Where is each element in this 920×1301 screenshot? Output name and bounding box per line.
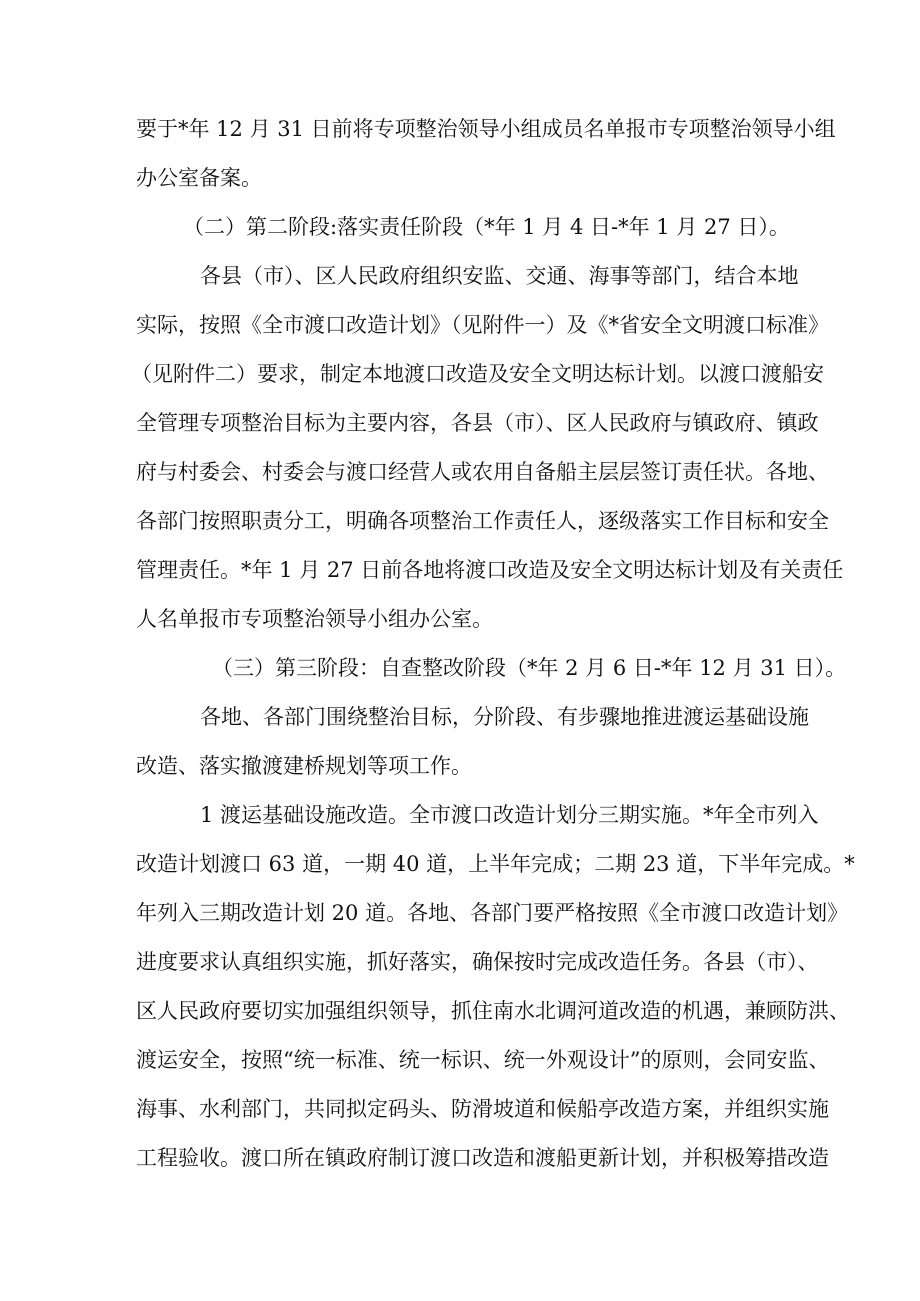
text-line: 改造、落实撤渡建桥规划等项工作。 xyxy=(136,754,472,778)
text-line: 要于*年 12 月 31 日前将专项整治领导小组成员名单报市专项整治领导小组 xyxy=(136,117,836,141)
text-line: 各地、各部门围绕整治目标，分阶段、有步骤地推进渡运基础设施 xyxy=(200,705,809,729)
text-line: （见附件二）要求，制定本地渡口改造及安全文明达标计划。以渡口渡船安 xyxy=(131,362,824,386)
text-line: 改造计划渡口 63 道，一期 40 道，上半年完成；二期 23 道，下半年完成。* xyxy=(136,852,855,876)
section-heading: （三）第三阶段：自查整改阶段（*年 2 月 6 日-*年 12 月 31 日）。 xyxy=(212,656,847,680)
text-line: 区人民政府要切实加强组织领导，抓住南水北调河道改造的机遇，兼顾防洪、 xyxy=(136,999,850,1023)
section-heading: （二）第二阶段:落实责任阶段（*年 1 月 4 日-*年 1 月 27 日）。 xyxy=(183,215,790,239)
text-line: 进度要求认真组织实施，抓好落实，确保按时完成改造任务。各县（市）、 xyxy=(136,950,819,974)
text-line: 各县（市）、区人民政府组织安监、交通、海事等部门，结合本地 xyxy=(200,264,799,288)
text-line: 管理责任。*年 1 月 27 日前各地将渡口改造及安全文明达标计划及有关责任 xyxy=(136,558,844,582)
text-line: 人名单报市专项整治领导小组办公室。 xyxy=(136,607,493,631)
text-line: 工程验收。渡口所在镇政府制订渡口改造和渡船更新计划，并积极筹措改造 xyxy=(136,1146,829,1170)
text-line: 全管理专项整治目标为主要内容，各县（市）、区人民政府与镇政府、镇政 xyxy=(136,411,819,435)
text-line: 1 渡运基础设施改造。全市渡口改造计划分三期实施。*年全市列入 xyxy=(200,803,819,827)
text-line: 年列入三期改造计划 20 道。各地、各部门要严格按照《全市渡口改造计划》 xyxy=(136,901,849,925)
text-line: 办公室备案。 xyxy=(136,166,262,190)
text-line: 实际，按照《全市渡口改造计划》（见附件一）及《*省安全文明渡口标准》 xyxy=(136,313,829,337)
text-line: 各部门按照职责分工，明确各项整治工作责任人，逐级落实工作目标和安全 xyxy=(136,509,829,533)
text-line: 渡运安全，按照“统一标准、统一标识、统一外观设计”的原则，会同安监、 xyxy=(136,1048,830,1072)
text-line: 府与村委会、村委会与渡口经营人或农用自备船主层层签订责任状。各地、 xyxy=(136,460,829,484)
text-line: 海事、水利部门，共同拟定码头、防滑坡道和候船亭改造方案，并组织实施 xyxy=(136,1097,829,1121)
